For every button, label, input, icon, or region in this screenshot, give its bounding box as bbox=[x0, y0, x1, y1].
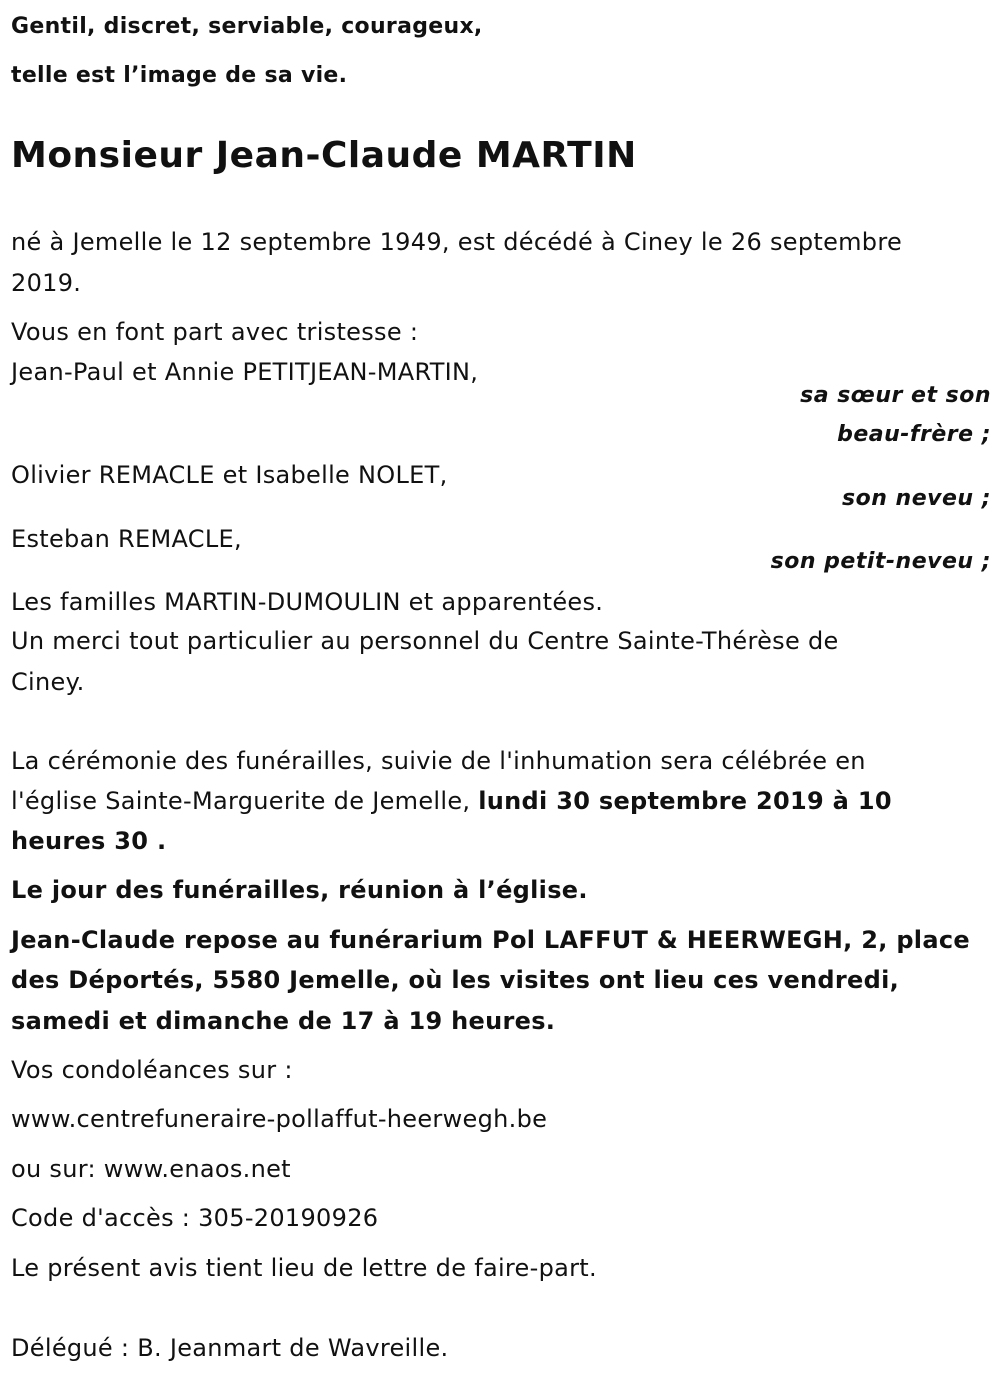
family-member-names: Esteban REMACLE, bbox=[11, 525, 242, 553]
families-line: Les familles MARTIN-DUMOULIN et apparentées. bbox=[11, 588, 604, 616]
family-member-relation: beau-frère ; bbox=[837, 422, 991, 447]
access-code: Code d'accès : 305-20190926 bbox=[11, 1204, 379, 1232]
ceremony-time: heures 30 . bbox=[11, 827, 167, 855]
delegate-line: Délégué : B. Jeanmart de Wavreille. bbox=[11, 1334, 449, 1362]
family-member-relation: son petit-neveu ; bbox=[770, 549, 991, 574]
motto-line-2: telle est l’image de sa vie. bbox=[11, 63, 348, 88]
ceremony-date: lundi 30 septembre 2019 à 10 bbox=[478, 787, 892, 815]
motto-line-1: Gentil, discret, serviable, courageux, bbox=[11, 14, 483, 39]
website-secondary-link[interactable]: ou sur: www.enaos.net bbox=[11, 1155, 291, 1183]
ceremony-location: l'église Sainte-Marguerite de Jemelle, bbox=[11, 787, 479, 815]
meeting-notice: Le jour des funérailles, réunion à l’église. bbox=[11, 876, 588, 904]
family-member-names: Olivier REMACLE et Isabelle NOLET, bbox=[11, 461, 448, 489]
announcement-intro: Vous en font part avec tristesse : bbox=[11, 318, 419, 346]
notice-letter: Le présent avis tient lieu de lettre de faire-part. bbox=[11, 1254, 597, 1282]
family-member-relation: son neveu ; bbox=[842, 486, 991, 511]
birth-death-line-1: né à Jemelle le 12 septembre 1949, est décédé à Ciney le 26 septembre bbox=[11, 228, 903, 256]
family-member-names: Jean-Paul et Annie PETITJEAN-MARTIN, bbox=[11, 358, 479, 386]
deceased-name-heading: Monsieur Jean-Claude MARTIN bbox=[11, 135, 637, 176]
thanks-line-2: Ciney. bbox=[11, 668, 85, 696]
birth-death-line-2: 2019. bbox=[11, 269, 82, 297]
repose-line-2: des Déportés, 5580 Jemelle, où les visites ont lieu ces vendredi, bbox=[11, 966, 900, 994]
repose-line-1: Jean-Claude repose au funérarium Pol LAFFUT & HEERWEGH, 2, place bbox=[11, 926, 970, 954]
thanks-line-1: Un merci tout particulier au personnel du Centre Sainte-Thérèse de bbox=[11, 627, 839, 655]
website-primary-link[interactable]: www.centrefuneraire-pollaffut-heerwegh.be bbox=[11, 1105, 548, 1133]
condolences-label: Vos condoléances sur : bbox=[11, 1056, 293, 1084]
family-member-relation: sa sœur et son bbox=[800, 383, 991, 408]
ceremony-line-1: La cérémonie des funérailles, suivie de l'inhumation sera célébrée en bbox=[11, 747, 866, 775]
ceremony-line-2 bbox=[11, 786, 892, 816]
repose-line-3: samedi et dimanche de 17 à 19 heures. bbox=[11, 1007, 556, 1035]
